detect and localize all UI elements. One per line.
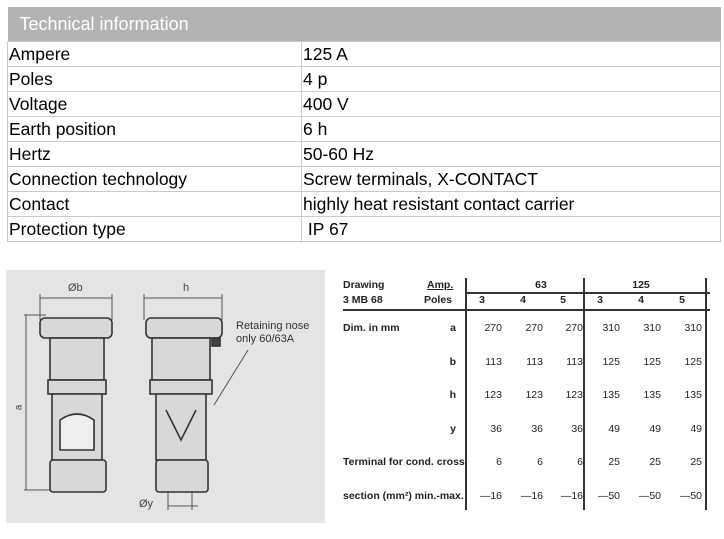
dim-row-key: section (mm²) min.-max. [343,489,464,502]
note-line-1: Retaining nose [236,320,310,332]
dim-cell: 135 [602,389,620,401]
dim-cell: 125 [643,355,661,368]
table-row [8,117,721,142]
poles-header: 4 [638,294,644,306]
socket-drawing-svg [6,270,325,523]
dim-cell: 113 [485,355,502,368]
dim-cell: 270 [484,322,502,334]
dim-cell: —50 [679,489,702,502]
dim-cell: 310 [643,322,661,334]
dim-cell: 6 [577,456,583,468]
dim-cell: 49 [608,422,620,435]
table-title: Technical information [8,7,721,42]
dim-h-label: h [183,282,190,294]
note-line-2: only 60/63A [236,333,295,345]
table-row [8,42,721,67]
poles-header: 5 [560,294,566,306]
dim-cell: 123 [525,389,543,401]
table-row [8,217,721,242]
row-value: 50-60 Hz [302,142,721,167]
row-label: Ampere [8,42,302,67]
dim-cell: 270 [565,322,583,334]
dim-cell: 25 [649,456,661,468]
dim-cell: 25 [690,456,702,468]
dim-cell: 123 [565,389,583,401]
row-value: 400 V [302,92,721,117]
row-value: 6 h [302,117,721,142]
row-label: Protection type [8,217,302,242]
dim-row-key: h [449,389,456,401]
row-label: Earth position [8,117,302,142]
table-row [8,192,721,217]
dim-a-label: a [13,404,25,411]
dim-b-label: Øb [68,282,83,294]
dim-cell: 6 [496,456,502,468]
dim-cell: —16 [520,489,543,502]
drawing-code: 3 MB 68 [343,294,383,306]
dim-y-label: Øy [139,498,154,510]
row-label: Connection technology [8,167,302,192]
poles-label: Poles [424,294,453,306]
poles-header: 3 [597,294,603,306]
poles-header: 5 [679,294,685,306]
dim-cell: 125 [602,355,620,368]
table-row [8,142,721,167]
technical-information-table [7,7,721,242]
amp-label: Amp. [427,279,454,291]
row-value: highly heat resistant contact carrier [302,192,721,217]
dim-cell: 49 [690,422,702,435]
row-value: Screw terminals, X-CONTACT [302,167,721,192]
dim-cell: 123 [484,389,502,401]
dim-cell: 310 [684,322,702,334]
dim-cell: 6 [537,456,543,468]
row-label: Poles [8,67,302,92]
dim-cell: 113 [526,355,543,368]
amp-group: 63 [535,279,547,291]
dim-cell: 36 [490,422,502,435]
table-row [8,67,721,92]
dim-cell: 36 [571,422,583,435]
drawing-label: Drawing [343,279,385,291]
dim-cell: 135 [643,389,661,401]
row-value: 4 p [302,67,721,92]
dimensions-table [338,276,710,516]
dimension-drawing [6,270,325,523]
dim-cell: 125 [684,355,702,368]
row-label: Contact [8,192,302,217]
dim-cell: 135 [684,389,702,401]
dim-row-key: y [450,422,456,435]
poles-header: 3 [479,294,485,306]
dim-label: Dim. in mm [343,322,400,334]
dim-cell: 49 [649,422,661,435]
dim-row-key: b [449,355,456,368]
row-label: Hertz [8,142,302,167]
poles-header: 4 [520,294,526,306]
row-label: Voltage [8,92,302,117]
dim-cell: —50 [638,489,661,502]
dim-cell: 270 [525,322,543,334]
row-value: IP 67 [302,217,721,242]
dim-cell: —16 [479,489,502,502]
amp-group: 125 [632,279,650,291]
dim-cell: —16 [560,489,583,502]
dim-cell: 113 [566,355,583,368]
dim-cell: 310 [602,322,620,334]
table-row [8,167,721,192]
dim-cell: 36 [531,422,543,435]
dim-cell: —50 [597,489,620,502]
dim-row-key: Terminal for cond. cross [343,456,465,468]
row-value: 125 A [302,42,721,67]
table-row [8,92,721,117]
dim-row-key: a [450,322,456,334]
dim-cell: 25 [608,456,620,468]
